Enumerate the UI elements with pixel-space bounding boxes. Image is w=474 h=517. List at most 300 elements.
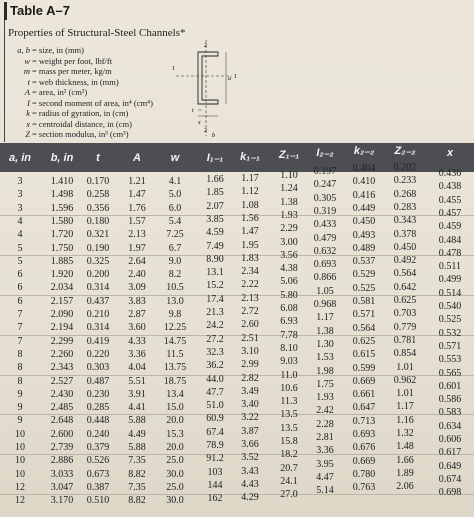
table-cell: 2.157 [50,295,74,307]
table-cell: 3.40 [241,399,259,411]
table-cell: 2.739 [50,442,74,453]
table-cell: 18.2 [280,449,298,461]
table-cell: 4.47 [316,471,334,483]
table-cell: 3 [17,202,23,214]
legend-text: = weight per foot, lbf/ft [32,55,113,66]
legend-symbol: t [27,76,30,87]
table-cell: 0.674 [438,473,462,485]
table-cell: 6 [17,295,23,307]
table-cell: 3.60 [128,322,146,334]
table-cell: 18.75 [163,375,187,387]
table-cell: 3.033 [50,468,74,480]
table-cell: 3.09 [128,282,146,294]
table-cell: 0.321 [86,229,110,241]
table-cell: 3.10 [241,345,259,357]
table-cell: 0.669 [352,375,376,387]
table-cell: 9 [17,415,23,427]
diagram-label-x: x [198,120,201,126]
table-cell: 5.51 [128,375,146,387]
diagram-label-a: a [228,76,231,82]
table-cell: 12 [15,495,25,507]
table-cell: 13.0 [166,295,184,307]
table-cell: 3.91 [128,388,146,400]
table-cell: 0.220 [86,348,110,360]
table-cell: 5.14 [316,485,334,497]
table-cell: 0.479 [313,232,337,244]
table-cell: 0.457 [438,207,462,219]
table-cell: 0.781 [393,334,417,346]
table-cell: 4.49 [128,428,146,440]
table-cell: 0.713 [352,415,376,427]
table-cell: 0.437 [86,295,110,307]
table-cell: 1.10 [280,170,298,181]
table-cell: 0.436 [438,168,462,179]
table-cell: 2.40 [128,269,146,281]
table-cell: 0.866 [313,272,337,284]
column-header: w [170,152,180,164]
table-cell: 5.80 [280,289,298,301]
table-cell: 78.9 [206,440,224,451]
table-cell: 1.24 [280,183,298,195]
table-cell: 30.0 [166,468,184,480]
table-cell: 0.601 [438,380,462,392]
table-cell: 1.17 [316,312,334,324]
table-cell: 0.617 [438,447,462,459]
table-cell: 2.64 [128,255,146,267]
table-cell: 2.343 [50,362,74,374]
table-cell: 5.88 [128,415,146,427]
table-cell: 8.82 [128,468,146,480]
column-header: x [446,147,454,160]
table-cell: 24.2 [206,320,224,332]
table-cell: 7.78 [280,329,298,341]
table-cell: 0.625 [352,335,376,347]
column-header: a, in [8,152,31,164]
table-cell: 4.29 [241,492,259,504]
legend-item [8,66,153,77]
table-cell: 17.4 [206,293,224,305]
table-cell: 0.510 [86,495,110,507]
table-cell: 0.634 [438,420,462,432]
table-cell: 0.283 [393,201,417,213]
table-cell: 0.553 [438,354,462,366]
legend-text: = mass per meter, kg/m [32,66,112,76]
table-cell: 1.66 [396,454,414,466]
table-cell: 27.2 [206,333,224,345]
table-cell: 0.854 [393,348,417,360]
table-cell: 13.75 [163,362,187,374]
table-cell: 15.3 [166,428,184,440]
table-cell: 6.7 [168,242,182,254]
table-cell: 2.81 [316,432,334,443]
table-cell: 0.673 [86,468,110,480]
table-cell: 3.95 [316,458,334,470]
table-cell: 12 [15,481,25,493]
table-cell: 15.2 [206,280,224,292]
table-cell: 0.693 [352,429,376,440]
table-label: Table A–7 [10,3,70,18]
table-cell: 7 [17,309,23,320]
table-cell: 0.676 [352,442,376,454]
table-cell: 0.170 [86,176,110,187]
column-header: k₂₋₂ [353,145,375,158]
diagram-label-top: 2 [204,43,207,49]
table-cell: 25.0 [166,481,184,493]
table-cell: 4 [17,215,23,227]
table-cell: 1.97 [128,242,146,254]
table-cell: 11.5 [166,348,184,360]
legend-symbol: Z [25,129,30,139]
table-cell: 0.642 [393,281,417,293]
table-cell: 0.378 [393,228,417,240]
table-cell: 0.258 [86,189,110,201]
table-cell: 60.9 [206,413,224,425]
table-cell: 1.498 [50,189,74,201]
table-cell: 5.4 [168,215,182,227]
table-cell: 1.56 [241,212,259,224]
table-cell: 0.438 [438,181,462,193]
table-cell: 30.0 [166,495,184,507]
table-cell: 1.93 [316,392,334,404]
table-cell: 1.05 [316,285,334,297]
table-cell: 2.485 [50,402,74,414]
table-cell: 0.433 [313,219,337,231]
table-cell: 4.41 [128,402,146,414]
table-cell: 4.43 [241,478,259,490]
table-cell: 2.07 [206,200,224,212]
legend-text: = web thickness, in (mm) [32,76,119,87]
table-cell: 0.564 [352,322,376,334]
table-cell: 10.6 [280,382,298,394]
table-cell: 1.580 [50,215,74,227]
table-cell: 0.532 [438,327,462,339]
table-cell: 0.526 [86,455,110,467]
table-cell: 21.3 [206,307,224,318]
table-cell: 15.0 [166,402,184,414]
table-cell: 0.615 [352,349,376,361]
table-cell: 0.492 [393,255,417,267]
table-cell: 2.60 [241,319,259,331]
table-cell: 1.596 [50,202,74,214]
legend-text: = size, in (mm) [32,45,85,55]
table-cell: 1.95 [241,239,259,251]
table-cell: 4.04 [128,362,146,374]
table-cell: 0.197 [313,166,337,177]
table-cell: 10 [15,428,25,440]
table-cell: 0.565 [438,367,462,379]
table-cell: 0.450 [393,241,417,253]
legend-text: = second moment of area, in⁴ (cm⁴) [32,97,153,108]
table-cell: 0.484 [438,234,462,246]
table-cell: 1.01 [396,388,414,400]
table-cell: 91.2 [206,453,224,465]
table-cell: 0.343 [393,215,417,227]
table-cell: 3 [17,176,23,187]
table-cell: 7.35 [128,455,146,467]
table-cell: 1.920 [50,269,74,281]
legend-text: = section modulus, in³ (cm³) [32,129,129,139]
table-cell: 0.448 [86,415,110,427]
table-cell: 20.0 [166,415,184,427]
table-cell: 8.90 [206,253,224,265]
table-cell: 1.38 [316,325,334,337]
table-cell: 2.82 [241,372,259,384]
table-cell: 1.48 [396,441,414,453]
table-cell: 0.525 [352,282,376,294]
table-cell: 2.527 [50,375,74,387]
table-cell: 10 [15,442,25,453]
table-cell: 0.962 [393,374,417,386]
table-cell: 9 [17,388,23,400]
legend-symbol: w [24,55,30,66]
table-cell: 0.305 [313,192,337,204]
table-cell: 1.08 [241,199,259,211]
legend-item [8,129,153,140]
diagram-label-right: 1 [234,74,237,80]
table-cell: 11.3 [280,396,298,408]
legend-item [8,98,153,109]
table-cell: 1.720 [50,229,74,241]
table-cell: 1.01 [396,361,414,373]
legend-symbol: x [26,118,30,129]
table-cell: 51.0 [206,400,224,412]
table-cell: 8.2 [168,269,182,281]
table-cell: 2.034 [50,282,74,294]
table-cell: 5.88 [128,442,146,453]
table-cell: 10.5 [166,282,184,294]
table-cell: 7.25 [166,229,184,241]
table-cell: 0.763 [352,482,376,494]
legend-symbol: k [26,108,30,118]
table-cell: 0.210 [86,309,110,320]
table-cell: 0.564 [393,268,417,280]
table-cell: 144 [207,479,223,491]
table-cell: 1.85 [206,187,224,199]
table-cell: 0.379 [86,442,110,453]
table-cell: 0.325 [86,255,110,267]
table-cell: 0.581 [352,296,376,307]
table-cell: 0.233 [393,175,417,187]
table-cell: 15.8 [280,436,298,447]
legend-symbol: A [24,87,30,97]
table-cell: 1.38 [280,196,298,208]
table-cell: 1.75 [316,378,334,390]
table-cell: 2.600 [50,428,74,440]
table-cell: 0.404 [352,163,376,174]
table-cell: 0.247 [313,179,337,191]
table-cell: 1.30 [316,338,334,350]
table-cell: 0.240 [86,428,110,440]
table-cell: 2.13 [241,292,259,304]
table-cell: 4.38 [280,263,298,275]
table-cell: 7.49 [206,240,224,252]
table-cell: 2.886 [50,455,74,467]
table-cell: 0.779 [393,321,417,333]
table-cell: 0.416 [352,189,376,201]
table-cell: 0.489 [352,242,376,254]
table-cell: 44.0 [206,373,224,385]
legend [8,45,153,140]
table-cell: 1.89 [396,467,414,479]
table-cell: 0.314 [86,282,110,294]
table-cell: 8 [17,375,23,387]
table-cell: 0.268 [393,188,417,200]
table-cell: 1.17 [241,173,259,184]
table-cell: 5 [17,255,23,267]
diagram-label-b: b [212,133,215,138]
table-cell: 36.2 [206,360,224,372]
table-cell: 13.5 [280,409,298,421]
table-cell: 0.511 [438,261,462,273]
table-cell: 2.87 [128,309,146,320]
table-cell: 25.0 [166,455,184,467]
table-cell: 5.06 [280,276,298,288]
table-cell: 47.7 [206,386,224,398]
table-cell: 24.1 [280,475,298,487]
table-cell: 1.98 [316,365,334,377]
table-cell: 6.93 [280,316,298,328]
table-cell: 3.00 [280,236,298,248]
legend-symbol: I [27,97,30,108]
table-cell: 3.52 [241,452,259,464]
table-cell: 13.4 [166,388,184,400]
table-cell: 3.85 [206,213,224,225]
table-cell: 4.1 [168,176,182,187]
table-cell: 0.529 [352,269,376,281]
table-cell: 67.4 [206,426,224,438]
table-cell: 3.49 [241,385,259,397]
table-cell: 3.047 [50,481,74,493]
column-header: t [96,152,100,164]
column-header: I₁₋₁ [206,151,224,164]
table-cell: 0.478 [438,247,462,259]
table-cell: 1.32 [396,428,414,439]
legend-item [8,56,153,67]
table-cell: 3.66 [241,439,259,450]
column-header: k₁₋₁ [240,151,260,164]
table-cell: 0.493 [352,229,376,241]
table-cell: 14.75 [163,335,187,347]
diagram-label-t: t [192,108,194,114]
table-cell: 0.537 [352,256,376,268]
table-cell: 0.419 [86,335,110,347]
table-cell: 1.93 [280,209,298,221]
legend-text: = centroidal distance, in (cm) [32,118,132,129]
legend-item [8,45,153,56]
table-cell: 0.703 [393,308,417,320]
column-header: A [133,152,141,164]
table-cell: 9.03 [280,356,298,368]
table-cell: 2.648 [50,415,74,427]
table-cell: 3 [17,189,23,201]
table-cell: 0.387 [86,481,110,493]
table-cell: 8 [17,362,23,374]
table-cell: 1.12 [241,186,259,198]
column-header: Z₂₋₂ [394,144,416,157]
table-cell: 7 [17,322,23,334]
table-cell: 2.72 [241,306,259,317]
table-cell: 11.0 [280,369,298,381]
legend-item [8,119,153,130]
table-cell: 0.285 [86,402,110,414]
table-title: Properties of Structural-Steel Channels* [8,27,186,39]
table-cell: 8.10 [280,342,298,354]
table-cell: 0.693 [313,259,337,271]
column-header: I₂₋₂ [316,147,334,159]
table-cell: 0.180 [86,215,110,227]
table-cell: 0.583 [438,407,462,419]
table-cell: 0.303 [86,362,110,374]
table-cell: 2.99 [241,359,259,371]
table-cell: 13.1 [206,267,224,279]
table-cell: 6 [17,282,23,294]
table-cell: 0.571 [438,340,462,352]
table-cell: 12.25 [163,322,187,334]
table-cell: 1.47 [241,226,259,238]
table-cell: 1.21 [128,176,146,187]
table-cell: 0.190 [86,242,110,254]
table-cell: 5 [17,242,23,254]
table-cell: 2.29 [280,223,298,235]
table-cell: 2.28 [316,418,334,430]
table-cell: 4.33 [128,335,146,347]
table-cell: 0.647 [352,402,376,414]
table-cell: 2.51 [241,332,259,344]
legend-text: = area, in² (cm²) [32,87,88,97]
table-cell: 0.625 [393,295,417,306]
column-header: Z₁₋₁ [278,149,300,162]
legend-item [8,108,153,119]
table-cell: 0.487 [86,375,110,387]
table-cell: 2.22 [241,279,259,291]
table-cell: 0.514 [438,287,462,299]
table-cell: 5.0 [168,189,182,201]
table-cell: 1.885 [50,255,74,267]
table-cell: 10 [15,468,25,480]
table-cell: 3.36 [128,348,146,360]
table-cell: 3.43 [241,465,259,477]
legend-item [8,77,153,88]
table-cell: 0.540 [438,301,462,312]
table-cell: 3.36 [316,445,334,457]
table-cell: 2.13 [128,229,146,241]
table-cell: 1.53 [316,352,334,364]
table-cell: 6.08 [280,303,298,314]
table-cell: 0.599 [352,362,376,374]
table-cell: 0.314 [86,322,110,334]
table-cell: 9.0 [168,255,182,267]
table-cell: 0.632 [313,245,337,257]
table-cell: 2.299 [50,335,74,347]
table-cell: 0.525 [438,314,462,326]
table-cell: 7 [17,335,23,347]
table-cell: 162 [207,493,223,505]
table-cell: 0.649 [438,460,462,472]
table-cell: 3.170 [50,495,74,507]
channel-section-diagram [168,38,248,138]
table-cell: 0.968 [313,299,337,310]
table-cell: 2.260 [50,348,74,360]
table-cell: 20.0 [166,442,184,453]
table-cell: 0.606 [438,434,462,445]
table-cell: 0.356 [86,202,110,214]
table-cell: 0.200 [86,269,110,281]
table-cell: 1.410 [50,176,74,187]
legend-text: = radius of gyration, in (cm) [32,108,129,118]
table-cell: 9 [17,402,23,414]
table-cell: 2.194 [50,322,74,334]
table-cell: 2.06 [396,481,414,493]
